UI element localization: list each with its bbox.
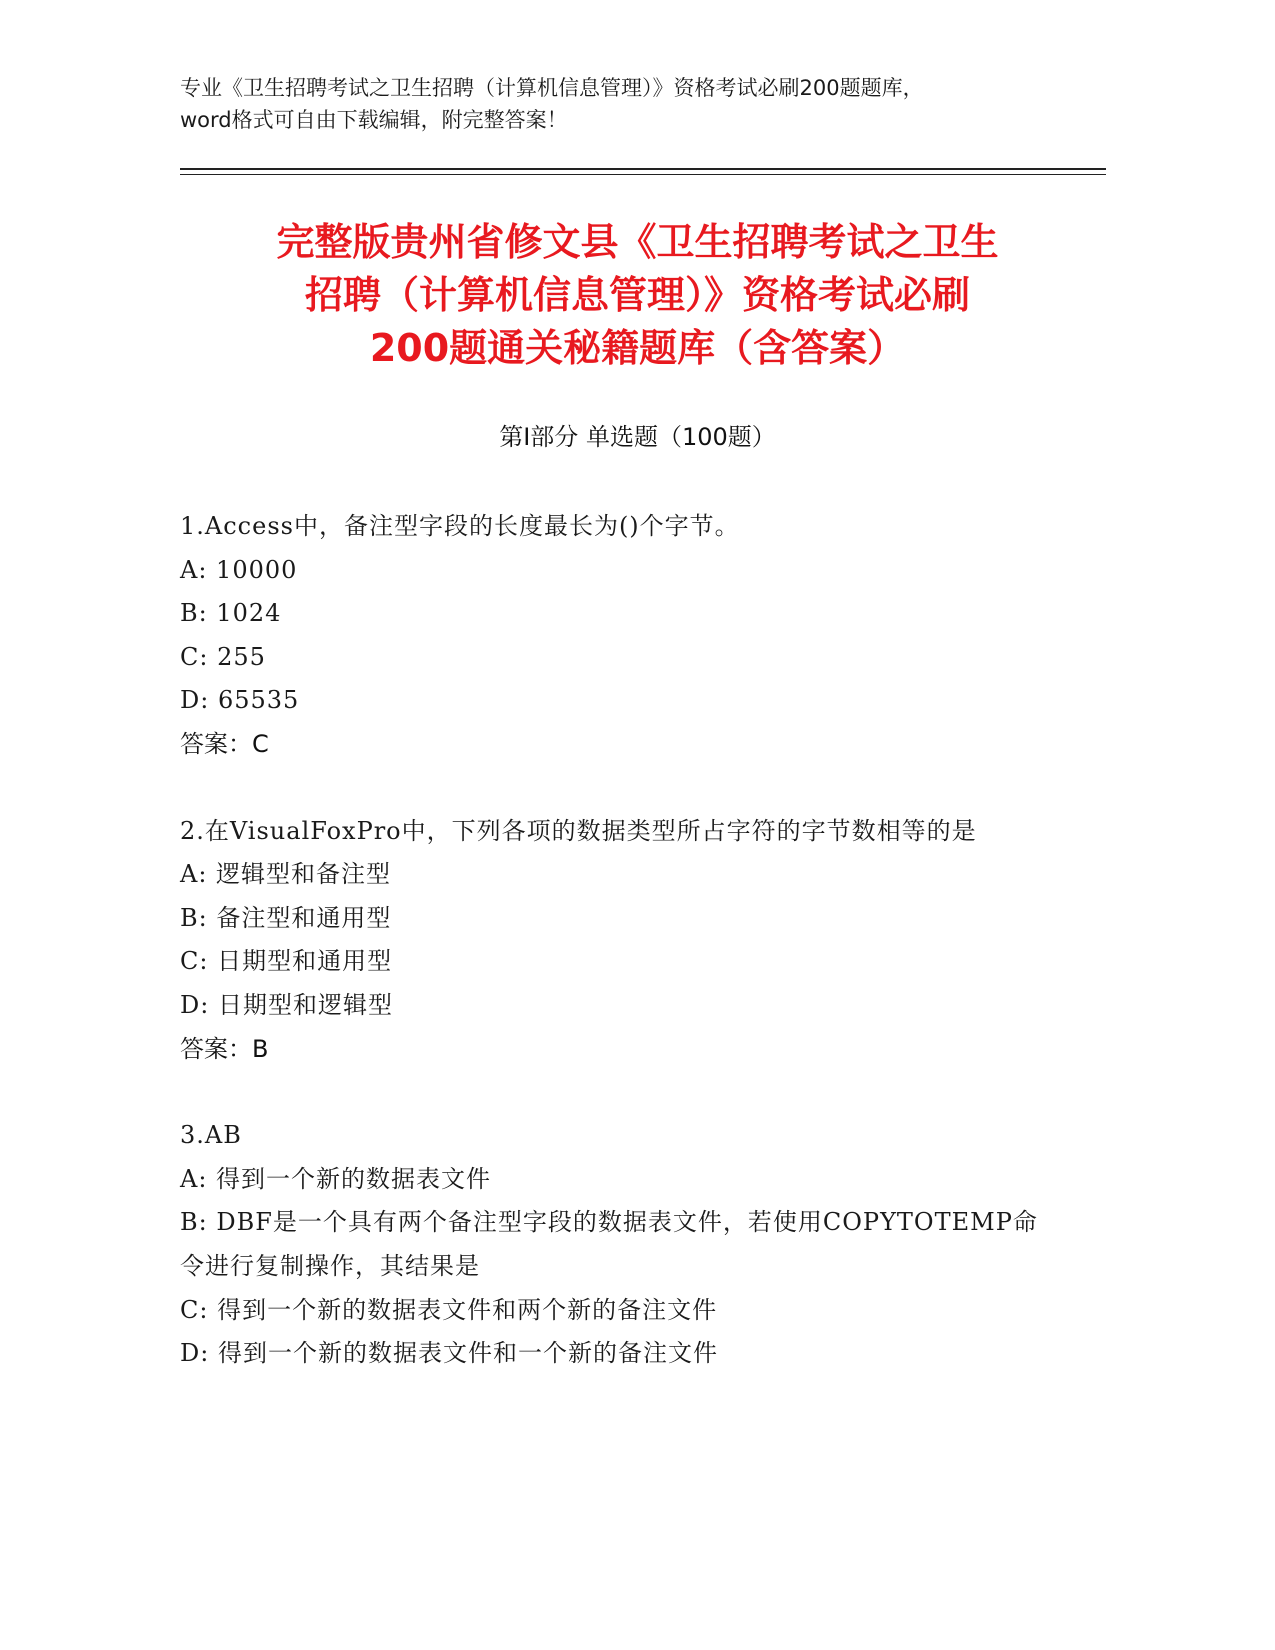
section-title: 第Ⅰ部分 单选题（100题） xyxy=(499,423,776,451)
option-a: A: 逻辑型和备注型 xyxy=(180,860,392,889)
question-3 xyxy=(180,1114,1040,1376)
title-line-2: 招聘（计算机信息管理）》资格考试必刷 xyxy=(304,273,970,317)
question-text: 1.Access中，备注型字段的长度最长为()个字节。 xyxy=(180,512,740,540)
question-text: 2.在VisualFoxPro中，下列各项的数据类型所占字符的字节数相等的是 xyxy=(180,816,977,845)
option-b: B: 1024 xyxy=(180,599,282,628)
option-b: B: 备注型和通用型 xyxy=(180,903,392,932)
document-title xyxy=(150,216,1125,375)
title-line-3: 200题通关秘籍题库（含答案） xyxy=(369,326,906,370)
option-a: A: 得到一个新的数据表文件 xyxy=(180,1164,492,1193)
document-header xyxy=(180,72,1080,136)
answer: 答案：B xyxy=(180,1034,269,1063)
question-text: 3.AB xyxy=(180,1121,242,1150)
header-divider-thick xyxy=(180,168,1106,170)
option-d: D: 得到一个新的数据表文件和一个新的备注文件 xyxy=(180,1339,718,1368)
option-d: D: 日期型和逻辑型 xyxy=(180,990,393,1019)
option-b: B: DBF是一个具有两个备注型字段的数据表文件，若使用COPYTOTEMP命令进行复制操作，其结果是 xyxy=(180,1208,1038,1280)
option-c: C: 255 xyxy=(180,642,266,671)
header-divider-thin xyxy=(180,174,1106,175)
question-1 xyxy=(180,505,1040,767)
answer: 答案：C xyxy=(180,729,269,758)
option-c: C: 得到一个新的数据表文件和两个新的备注文件 xyxy=(180,1295,718,1324)
header-line-1: 专业《卫生招聘考试之卫生招聘（计算机信息管理）》资格考试必刷200题题库， xyxy=(180,76,924,100)
header-line-2: word格式可自由下载编辑，附完整答案！ xyxy=(180,108,568,132)
question-list xyxy=(180,505,1040,1419)
option-a: A: 10000 xyxy=(180,555,298,584)
option-d: D: 65535 xyxy=(180,686,300,715)
question-2 xyxy=(180,810,1040,1072)
option-c: C: 日期型和通用型 xyxy=(180,947,393,976)
title-line-1: 完整版贵州省修文县《卫生招聘考试之卫生 xyxy=(276,220,999,264)
